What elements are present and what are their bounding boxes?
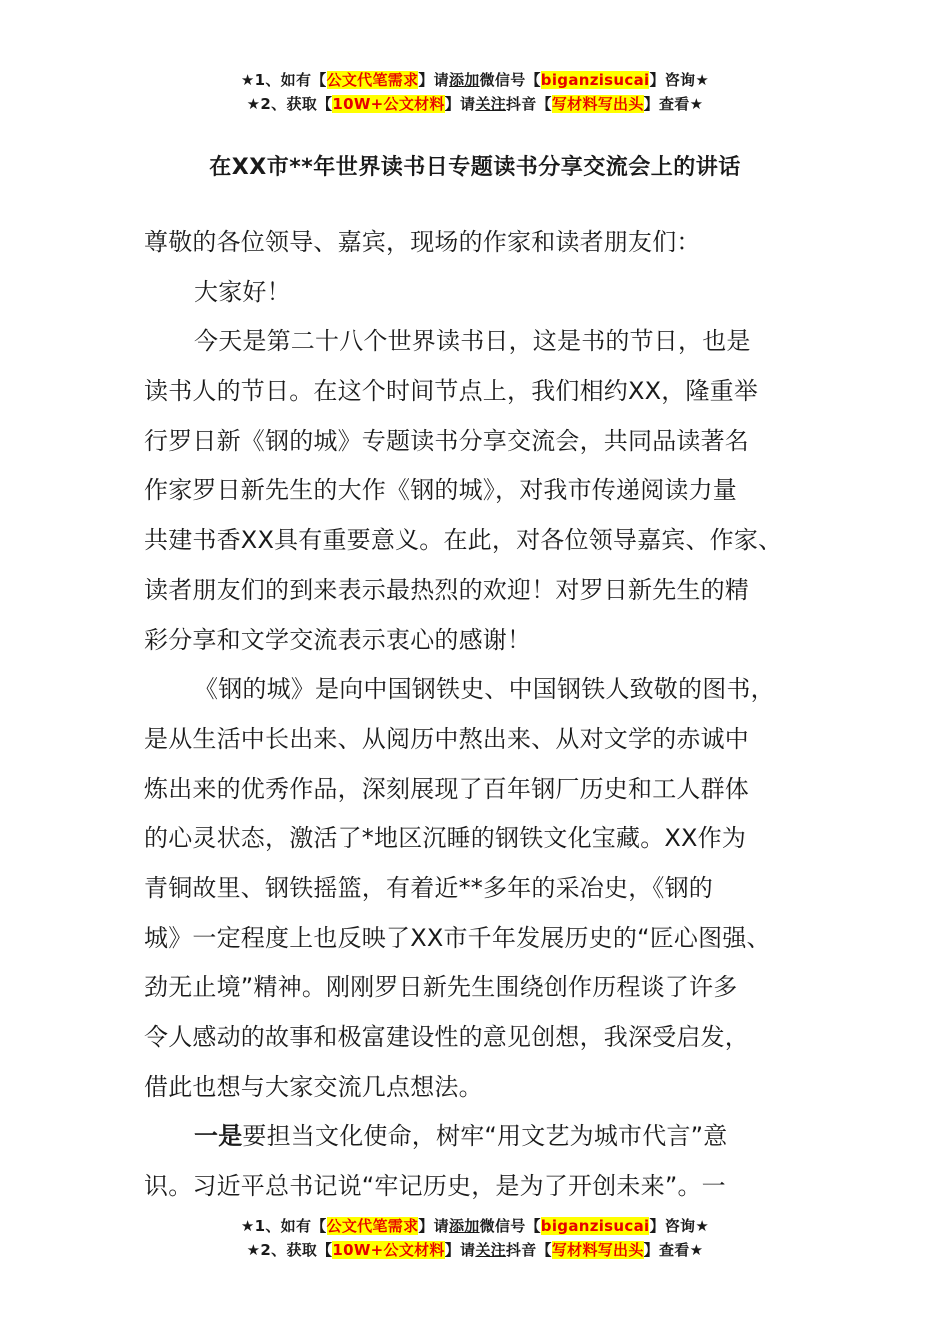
promo-text: 】查看★ (643, 1241, 704, 1259)
paragraph-3 (144, 1112, 834, 1211)
promo-banner-bottom (0, 1214, 950, 1262)
paragraph-line: 行罗日新《钢的城》专题读书分享交流会，共同品读著名 (144, 426, 749, 455)
paragraph-line: 今天是第二十八个世界读书日，这是书的节日，也是 (194, 327, 751, 356)
promo-text: ★1、如有【 (240, 1217, 327, 1235)
greeting: 大家好！ (194, 277, 291, 306)
promo-text: 微信号【 (479, 1217, 541, 1235)
promo-highlight: 公文代笔需求 (326, 1217, 419, 1235)
promo-text: 】请 (444, 95, 476, 113)
paragraph-line: 作家罗日新先生的大作《钢的城》，对我市传递阅读力量 (144, 476, 737, 505)
promo-highlight: 10W+公文材料 (332, 1241, 445, 1259)
paragraph-line: 借此也想与大家交流几点想法。 (144, 1072, 483, 1101)
promo-highlight: 公文代笔需求 (326, 71, 419, 89)
promo-underlined: 添加 (448, 1217, 480, 1235)
salutation: 尊敬的各位领导、嘉宾，现场的作家和读者朋友们： (144, 228, 701, 256)
promo-underlined: 添加 (448, 71, 480, 89)
paragraph-text: 要担当文化使命，树牢“用文艺为城市代言”意 (242, 1122, 728, 1151)
promo-douyin-id: 写材料写出头 (551, 95, 644, 113)
paragraph-line: 读者朋友们的到来表示最热烈的欢迎！对罗日新先生的精 (144, 575, 749, 604)
point-marker: 一是 (194, 1122, 243, 1151)
paragraph-line: 劲无止境”精神。刚刚罗日新先生围绕创作历程谈了许多 (144, 973, 738, 1002)
promo-underlined: 关注 (475, 95, 506, 113)
promo-line-1 (0, 1214, 950, 1238)
promo-text: ★2、获取【 (246, 95, 333, 113)
promo-banner-top (0, 68, 950, 116)
promo-douyin-id: 写材料写出头 (551, 1241, 644, 1259)
promo-text: 】请 (444, 1241, 476, 1259)
paragraph-2 (144, 665, 834, 1112)
paragraph-line: 识。习近平总书记说“牢记历史，是为了开创未来”。一 (144, 1172, 726, 1201)
promo-line-2 (0, 1238, 950, 1262)
promo-highlight: 10W+公文材料 (332, 95, 445, 113)
paragraph-line: 是从生活中长出来、从阅历中熬出来、从对文学的赤诚中 (144, 724, 749, 753)
speech-body (144, 218, 834, 1212)
promo-text: 】请 (418, 71, 449, 89)
paragraph-line: 《钢的城》是向中国钢铁史、中国钢铁人致敬的图书， (194, 675, 775, 704)
paragraph-line: 读书人的节日。在这个时间节点上，我们相约XX，隆重举 (144, 377, 759, 406)
promo-wechat-id: biganzisucai (540, 1217, 650, 1235)
paragraph-line: 令人感动的故事和极富建设性的意见创想，我深受启发， (144, 1023, 749, 1051)
paragraph-line: 的心灵状态，激活了*地区沉睡的钢铁文化宝藏。XX作为 (144, 824, 747, 853)
promo-text: 】请 (418, 1217, 449, 1235)
promo-text: 】查看★ (643, 95, 704, 113)
promo-text: 】咨询★ (649, 71, 710, 89)
promo-line-1 (0, 68, 950, 92)
promo-underlined: 关注 (475, 1241, 506, 1259)
paragraph-line: 城》一定程度上也反映了XX市千年发展历史的“匠心图强、 (144, 923, 771, 952)
paragraph-1 (144, 317, 834, 665)
promo-text: 抖音【 (505, 1241, 552, 1259)
promo-line-2 (0, 92, 950, 116)
promo-text: ★1、如有【 (240, 71, 327, 89)
promo-text: 】咨询★ (649, 1217, 710, 1235)
promo-wechat-id: biganzisucai (540, 71, 650, 89)
promo-text: 抖音【 (505, 95, 552, 113)
promo-text: 微信号【 (479, 71, 541, 89)
paragraph-line: 共建书香XX具有重要意义。在此，对各位领导嘉宾、作家、 (144, 526, 783, 555)
paragraph-line: 炼出来的优秀作品，深刻展现了百年钢厂历史和工人群体 (144, 774, 749, 803)
paragraph-line: 青铜故里、钢铁摇篮，有着近**多年的采冶史，《钢的 (144, 873, 713, 902)
document-title: 在XX市**年世界读书日专题读书分享交流会上的讲话 (209, 155, 741, 180)
promo-text: ★2、获取【 (246, 1241, 333, 1259)
paragraph-line: 彩分享和文学交流表示衷心的感谢！ (144, 625, 532, 654)
paragraph-line (144, 1112, 834, 1162)
